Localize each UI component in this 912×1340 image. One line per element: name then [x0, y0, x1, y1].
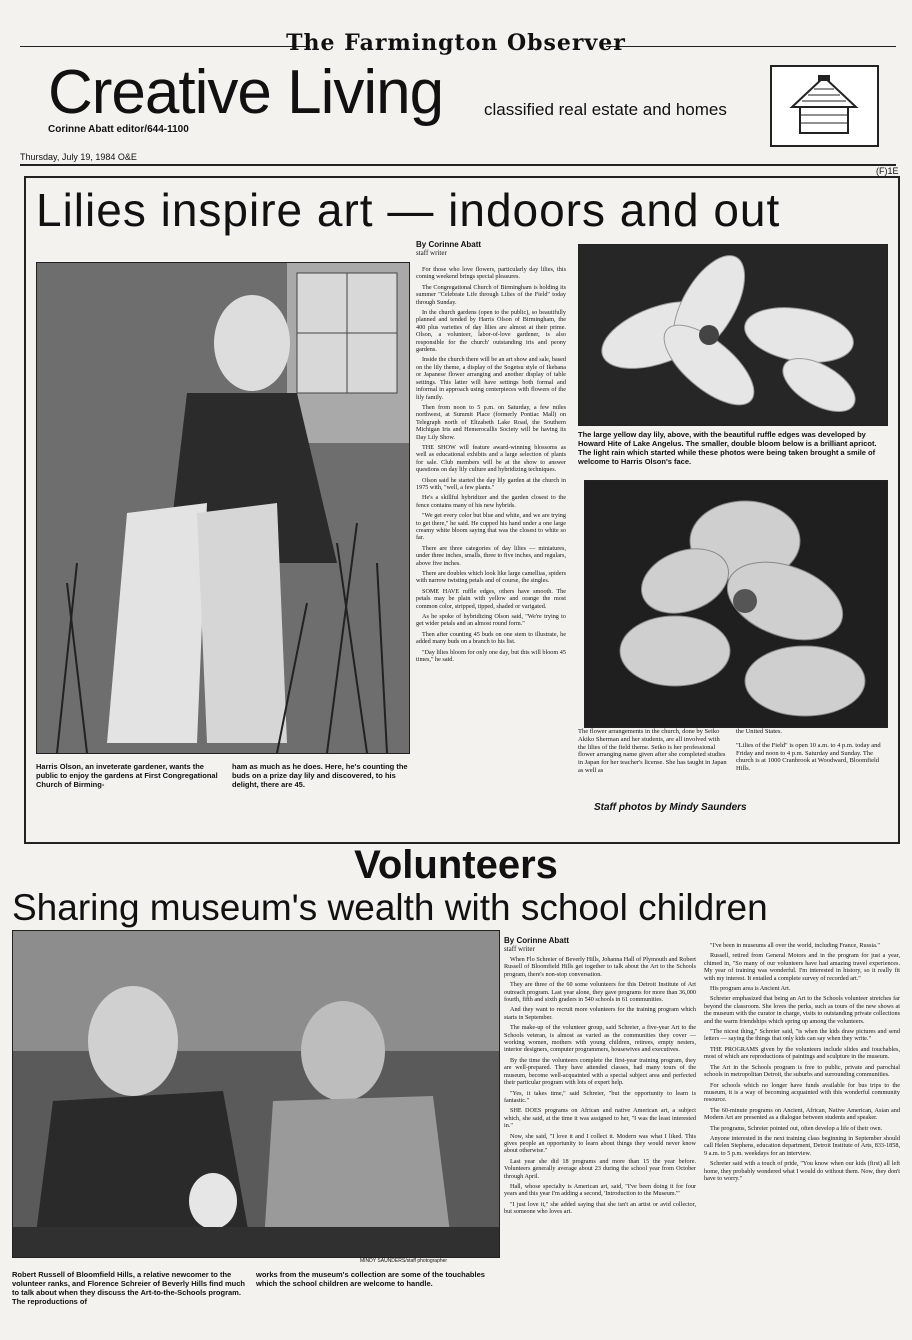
harris-olson-photo — [36, 262, 410, 754]
volunteers-photo-credit: MINDY SAUNDERS/staff photographer — [360, 1258, 448, 1264]
lilies-paragraph: Inside the church there will be an art show and sale, based on the lily theme, a display of the Sogetsu style of Ikebana or Japanese flower arranging and another display of table settings. This latter will have settings both formal and informal in approach using centerpieces with flowers of the lily family. — [416, 356, 566, 401]
editor-line: Corinne Abatt editor/644-1100 — [48, 124, 189, 135]
lilies-paragraph: "We get every color but blue and white, and we are trying to get there," he said. He cupped his hand under a one large creamy white bloom saying that was the closest to white so far. — [416, 512, 566, 542]
house-logo — [770, 65, 879, 147]
volunteers-paragraph: Hall, whose specialty is American art, said, "I've been doing it for four years and this year I'm adding a second, 'Introduction to the Museum.'" — [504, 1182, 696, 1198]
lilies-paragraph: He's a skillful hybridizer and the garden closest to the fence contains many of his new hybrids. — [416, 494, 566, 509]
volunteers-paragraph: "I just love it," she added saying that she isn't an artist or avid collector, but someone who loves art. — [504, 1200, 696, 1216]
volunteers-paragraph: Schreier emphasized that being an Art to the Schools volunteer stretches far beyond the classroom. She loves the perks, such as tours of the new shows at the museum with the curator in charge, visits to outstanding private collections and the warm friendships which spring up among the volunteers. — [704, 995, 900, 1025]
volunteers-paragraph: "Yes, it takes time," said Schreier, "but the opportunity to learn is fantastic." — [504, 1089, 696, 1104]
lilies-paragraph: For those who love flowers, particularly day lilies, this coming weekend brings special pleasures. — [416, 266, 566, 281]
volunteers-paragraph: For schools which no longer have funds available for bus trips to the museum, it is a way of becoming acquainted with this wonderful community resource. — [704, 1081, 900, 1104]
double-lily-illustration — [585, 481, 887, 727]
arrangements-caption-part1: The flower arrangements in the church, done by Seiko Akiko Sherman and her students, are all involved with the lilies of the field theme. Seiko is her professional flower arranging name given after she completed studies in Japan for her teacher's license. She has taught in Japan as well as — [578, 728, 727, 774]
lily-flower-illustration — [579, 245, 887, 425]
lilies-headline: Lilies inspire art — indoors and out — [36, 184, 781, 236]
volunteers-paragraph: Schreier said with a touch of pride, "You know when our kids (first) all left home, they probably wondered what I would do without them. Now, they don't have to worry." — [704, 1160, 900, 1182]
volunteers-paragraph: THE PROGRAMS given by the volunteers include slides and touchables, most of which are reproductions of paintings and sculpture in the museum. — [704, 1045, 900, 1061]
arrangements-caption-part2 — [736, 728, 886, 773]
arrangements-caption-continuation: the United States. — [736, 728, 783, 735]
garden-photo-illustration — [37, 263, 409, 753]
lilies-paragraph: "Day lilies bloom for only one day, but this will bloom 45 times," he said. — [416, 648, 566, 664]
section-title: Creative Living — [48, 58, 444, 127]
volunteers-photo-caption-part2: works from the museum's collection are some of the touchables which the school children are welcome to handle. — [256, 1270, 485, 1288]
lilies-paragraph: There are three categories of day lilies — miniatures, under three inches, smalls, three to five inches, and regulars, above five inches. — [416, 544, 566, 567]
lilies-byline-name: By Corinne Abatt — [416, 240, 482, 249]
lilies-paragraph: The Congregational Church of Birmingham is holding its summer "Celebrate Life through Lilies of the Field" today through Sunday. — [416, 283, 566, 306]
lilies-byline — [416, 240, 566, 257]
event-hours-text: "Lilies of the Field" is open 10 a.m. to 4 p.m. today and Friday and noon to 4 p.m. Saturday and Sunday. The church is at 1000 Cranbrook at Woodward, Bloomfield Hills. — [736, 741, 881, 773]
section-tagline: classified real estate and homes — [484, 100, 727, 119]
volunteers-paragraph: When Flo Schreier of Beverly Hills, Johanna Hall of Plymouth and Robert Russell of Bloomfield Hills get together to talk about the Art to the Schools program, there's non-stop conversation. — [504, 956, 696, 978]
volunteers-article-column1 — [504, 956, 696, 1324]
volunteers-paragraph: The programs, Schreier pointed out, often develop a life of their own. — [710, 1124, 883, 1132]
volunteers-photo-illustration — [13, 931, 499, 1257]
olson-photo-caption-part2: ham as much as he does. Here, he's counting the buds on a prize day lily and discovered, to his delight, there are 45. — [232, 762, 408, 789]
masthead-bottom-rule — [20, 164, 896, 166]
volunteers-paragraph: "I've been in museums all over the world, including France, Russia." — [710, 942, 880, 949]
volunteers-paragraph: Last year she did 18 programs and more than 15 the year before. Volunteers generally average about 23 during the school year from October through April. — [504, 1157, 696, 1180]
russell-schreier-photo — [12, 930, 500, 1258]
volunteers-paragraph: His program area is Ancient Art. — [710, 985, 791, 993]
lilies-article-body — [416, 266, 566, 826]
house-logo-icon — [772, 67, 877, 145]
volunteers-headline: Sharing museum's wealth with school children — [12, 887, 768, 928]
volunteers-paragraph: The 60-minute programs on Ancient, African, Native American, Asian and Modern Art are presented as a dialogue between students and speaker. — [704, 1106, 900, 1122]
lilies-paragraph: There are doubles which look like large camellias, spiders with narrow twisting petals and of course, the singles. — [416, 570, 566, 585]
volunteers-byline-name: By Corinne Abatt — [504, 936, 570, 945]
volunteers-paragraph: Now, she said, "I love it and I collect it. Modern was what I liked. This gives people an opportunity to learn about things they would never know about otherwise." — [504, 1132, 696, 1155]
dateline: Thursday, July 19, 1984 O&E — [20, 152, 137, 162]
volunteers-paragraph: The Art in the Schools program is free to public, private and parochial schools in metropolitan Detroit, the suburbs and surrounding communities. — [704, 1063, 900, 1079]
apricot-double-bloom-photo — [584, 480, 888, 728]
volunteers-paragraph: And they want to recruit more volunteers for the training program which starts in September. — [504, 1006, 696, 1021]
paper-name: The Farmington Observer — [286, 30, 626, 56]
volunteers-byline — [504, 936, 694, 953]
volunteers-paragraph: Anyone interested in the next training class beginning in September should call Helen Stephens, education department, Detroit Institute of Arts, 833-1858, 9 a.m. to 5 p.m. weekdays for an interview. — [704, 1134, 900, 1157]
volunteers-paragraph: Russell, retired from General Motors and in the program for just a year, chimed in, "So many of our volunteers have had amazing travel experiences. My year of training was wonderful. I'm interested in history, so it really fit with my interest. It entailed a complete survey of recorded art." — [704, 952, 900, 982]
lily-photo-caption: The large yellow day lily, above, with the beautiful ruffle edges was developed by Howard Hite of Lake Angelus. The smaller, double bloom below is a brilliant apricot. The light rain which started while these photos were being taken brought a smile of welcome to Harris Olson's face. — [578, 430, 877, 466]
lilies-paragraph: As he spoke of hybridizing Olson said, "We're trying to get wider petals and an almost round form." — [416, 613, 566, 628]
volunteers-paragraph: The make-up of the volunteer group, said Schreier, a five-year Art to the Schools veteran, is almost as varied as the communities they cover — working women, mothers with young children, retirees, empty nesters, interior designers, computer programmers, housewives and executives. — [504, 1024, 696, 1054]
yellow-day-lily-photo — [578, 244, 888, 426]
section-code: (F)1E — [876, 166, 899, 176]
lilies-paragraph: SOME HAVE ruffle edges, others have smooth. The petals may be plain with yellow and orange the most common color, stripped, tipped, shaded or varigated. — [416, 587, 566, 610]
lilies-paragraph: Then from noon to 5 p.m. on Saturday, a few miles northwest, at Summit Place (formerly Pontiac Mall) on Telegraph north of Elizabeth Lake Road, the Southern Michigan Iris and Hemerocallis Society will be having its Day Lily Show. — [416, 403, 566, 441]
lilies-paragraph: Olson said he started the day lily garden at the church in 1975 with, "well, a few plants." — [416, 476, 566, 491]
volunteers-paragraph: "The nicest thing," Schreier said, "is when the kids draw pictures and send letters — saying the things that only kids can say when they write." — [704, 1028, 900, 1043]
lilies-paragraph: THE SHOW will feature award-winning blossoms as well as educational exhibits and a large selection of plants for sale. Club members will be at the show to answer questions on day lily culture and hybridizing techniques. — [416, 443, 566, 474]
volunteers-paragraph: By the time the volunteers complete the first-year training program, they are well-prepared. They have attended classes, had many tours of the museum, become well-acquainted with a special subject area and perfected their particular program with lots of expert help. — [504, 1056, 696, 1087]
volunteers-paragraph: SHE DOES programs on African and native American art, a subject which, she said, at the time it was assigned to her, "I was the least interested in." — [504, 1107, 696, 1130]
lilies-photo-credit: Staff photos by Mindy Saunders — [594, 802, 747, 813]
olson-photo-caption-part1: Harris Olson, an inveterate gardener, wants the public to enjoy the gardens at First Congregational Church of Birming- — [36, 762, 218, 789]
volunteers-paragraph: They are three of the 60 some volunteers for this Detroit Institute of Art outreach program. Last year alone, they gave programs for more than 36,000 fourth, fifth and sixth graders in 540 schools in 61 communities. — [504, 981, 696, 1004]
volunteers-kicker: Volunteers — [354, 843, 558, 887]
volunteers-article-column2 — [704, 942, 900, 1324]
lilies-paragraph: In the church gardens (open to the public), so beautifully planned and tended by Harris Olson of Birmingham, the 400 plus varieties of day lilies are almost at their prime. Olson, a volunteer, labor-of-love gardener, is also responsible for the church' outstanding iris and peony gardens. — [416, 309, 566, 354]
lilies-byline-role: staff writer — [416, 249, 447, 257]
volunteers-byline-role: staff writer — [504, 945, 535, 953]
lilies-paragraph: Then after counting 45 buds on one stem to illustrate, he added many buds on a branch to his list. — [416, 630, 566, 646]
volunteers-photo-caption-part1: Robert Russell of Bloomfield Hills, a relative newcomer to the volunteer ranks, and Florence Schreier of Beverly Hills find much to talk about when they discuss the Art-to-the-Schools program. The reproductions of — [12, 1270, 245, 1306]
